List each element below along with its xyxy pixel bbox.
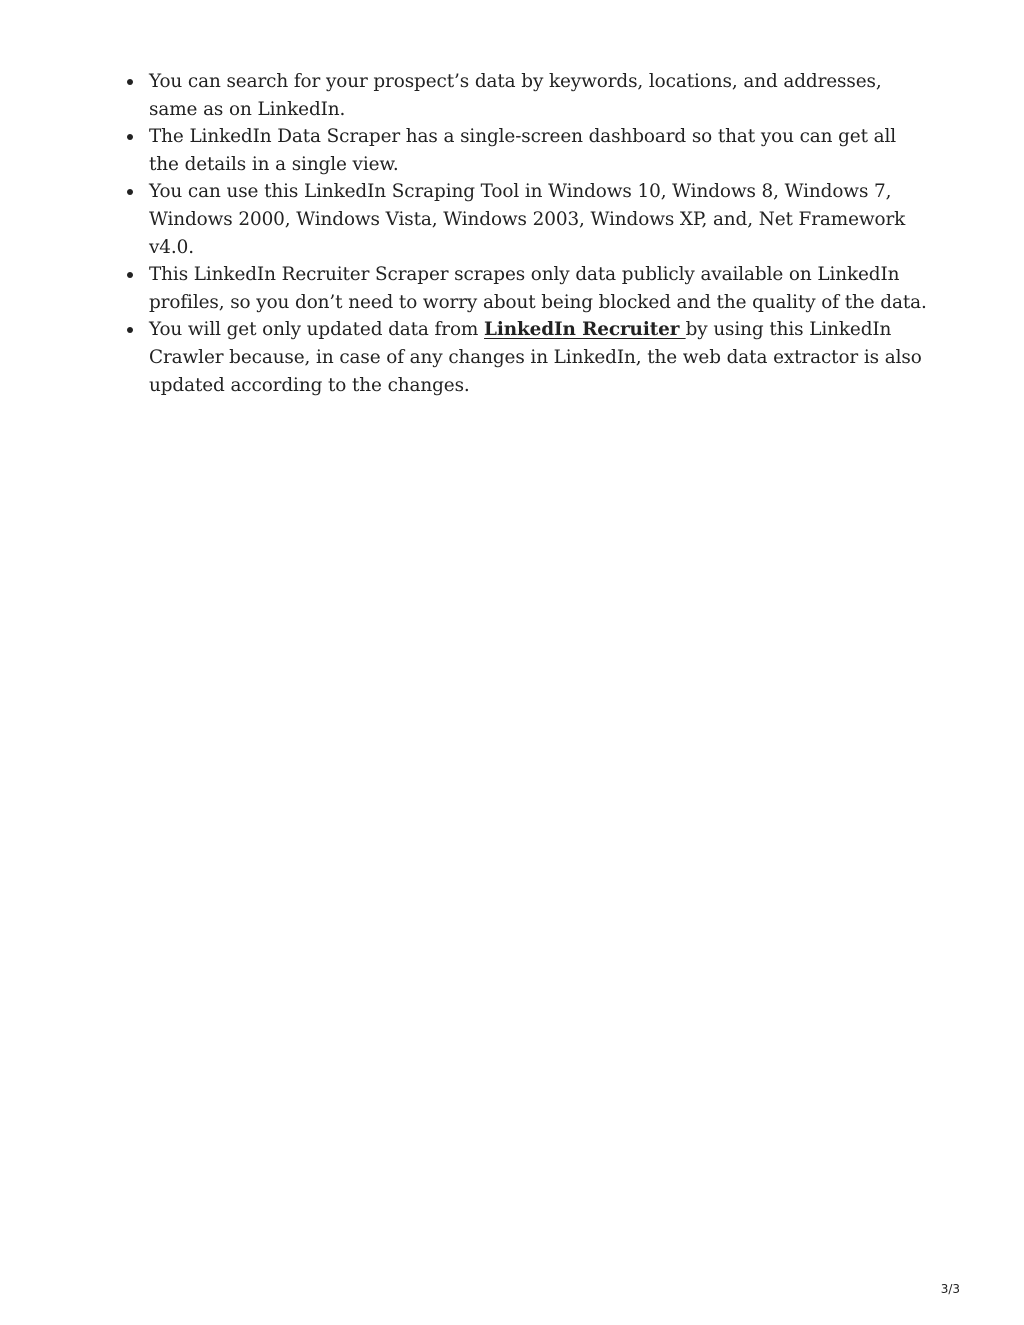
list-item: [149, 316, 929, 399]
bullet-icon: [127, 189, 133, 195]
list-item-text: You can search for your prospect’s data by keywords, locations, and addresses, same as on LinkedIn.: [149, 71, 882, 120]
page-number: 3/3: [940, 1282, 960, 1296]
list-item: [149, 261, 929, 316]
document-body: [0, 68, 1024, 399]
list-item: [149, 178, 929, 261]
list-item-text-after: by using this LinkedIn Crawler because, in case of any changes in LinkedIn, the web data extractor is also updated according to the changes.: [149, 319, 922, 396]
list-item-text: This LinkedIn Recruiter Scraper scrapes only data publicly available on LinkedIn profiles, so you don’t need to worry about being blocked and the quality of the data.: [149, 264, 927, 313]
bullet-icon: [127, 134, 133, 140]
feature-bullet-list: [0, 68, 929, 399]
bullet-icon: [127, 79, 133, 85]
linkedin-recruiter-link[interactable]: LinkedIn Recruiter: [484, 319, 686, 341]
bullet-icon: [127, 272, 133, 278]
list-item-text: The LinkedIn Data Scraper has a single-screen dashboard so that you can get all the details in a single view.: [149, 126, 897, 175]
list-item: [149, 68, 929, 123]
list-item-text: You can use this LinkedIn Scraping Tool in Windows 10, Windows 8, Windows 7, Windows 2000, Windows Vista, Windows 2003, Windows XP, and, Net Framework v4.0.: [149, 181, 906, 258]
bullet-icon: [127, 327, 133, 333]
list-item: [149, 123, 929, 178]
list-item-text-before: You will get only updated data from: [149, 319, 485, 341]
